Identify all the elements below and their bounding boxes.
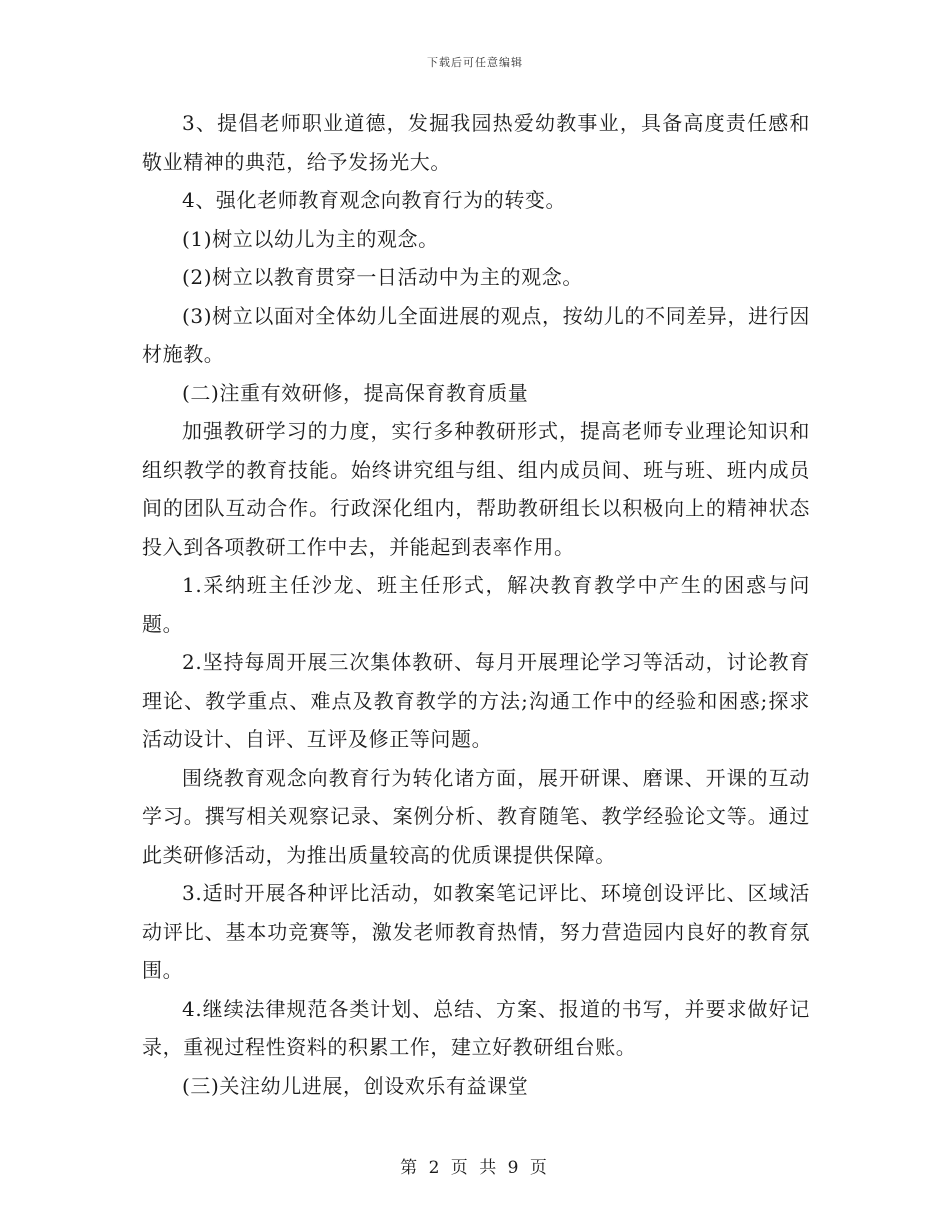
paragraph-12: 4.继续法律规范各类计划、总结、方案、报道的书写，并要求做好记录，重视过程性资料的积累工作，建立好教研组台账。 (142, 996, 810, 1059)
paragraph-4: (2)树立以教育贯穿一日活动中为主的观念。 (182, 265, 583, 289)
paragraph-9: 2.坚持每周开展三次集体教研、每月开展理论学习等活动，讨论教育理论、教学重点、难点及教育教学的方法;沟通工作中的经验和困惑;探求活动设计、自评、互评及修正等问题。 (142, 650, 810, 751)
header-note: 下载后可任意编辑 (427, 56, 523, 69)
paragraph-11: 3.适时开展各种评比活动，如教案笔记评比、环境创设评比、区域活动评比、基本功竞赛等，激发老师教育热情，努力营造园内良好的教育氛围。 (142, 881, 810, 982)
section-heading-2: (二)注重有效研修，提高保育教育质量 (182, 380, 529, 405)
page-number (0, 1153, 950, 1178)
paragraph-7: 加强教研学习的力度，实行多种教研形式，提高老师专业理论知识和组织教学的教育技能。始终讲究组与组、组内成员间、班与班、班内成员间的团队互动合作。行政深化组内，帮助教研组长以积极向上的精神状态投入到各项教研工作中去，并能起到表率作用。 (142, 419, 810, 559)
document-body (142, 104, 810, 1105)
paragraph-3: (1)树立以幼儿为主的观念。 (182, 226, 439, 251)
paragraph-1: 3、提倡老师职业道德，发掘我园热爱幼教事业，具备高度责任感和敬业精神的典范，给予发扬光大。 (142, 111, 810, 174)
paragraph-5: (3)树立以面对全体幼儿全面进展的观点，按幼儿的不同差异，进行因材施教。 (142, 303, 810, 366)
paragraph-10: 围绕教育观念向教育行为转化诸方面，展开研课、磨课、开课的互动学习。撰写相关观察记录、案例分析、教育随笔、教学经验论文等。通过此类研修活动，为推出质量较高的优质课提供保障。 (142, 765, 810, 867)
section-heading-3: (三)关注幼儿进展，创设欢乐有益课堂 (182, 1073, 529, 1098)
page-number-label: 第 2 页 共 9 页 (400, 1158, 550, 1178)
paragraph-8: 1.采纳班主任沙龙、班主任形式，解决教育教学中产生的困惑与问题。 (142, 573, 810, 636)
paragraph-2: 4、强化老师教育观念向教育行为的转变。 (182, 188, 567, 212)
